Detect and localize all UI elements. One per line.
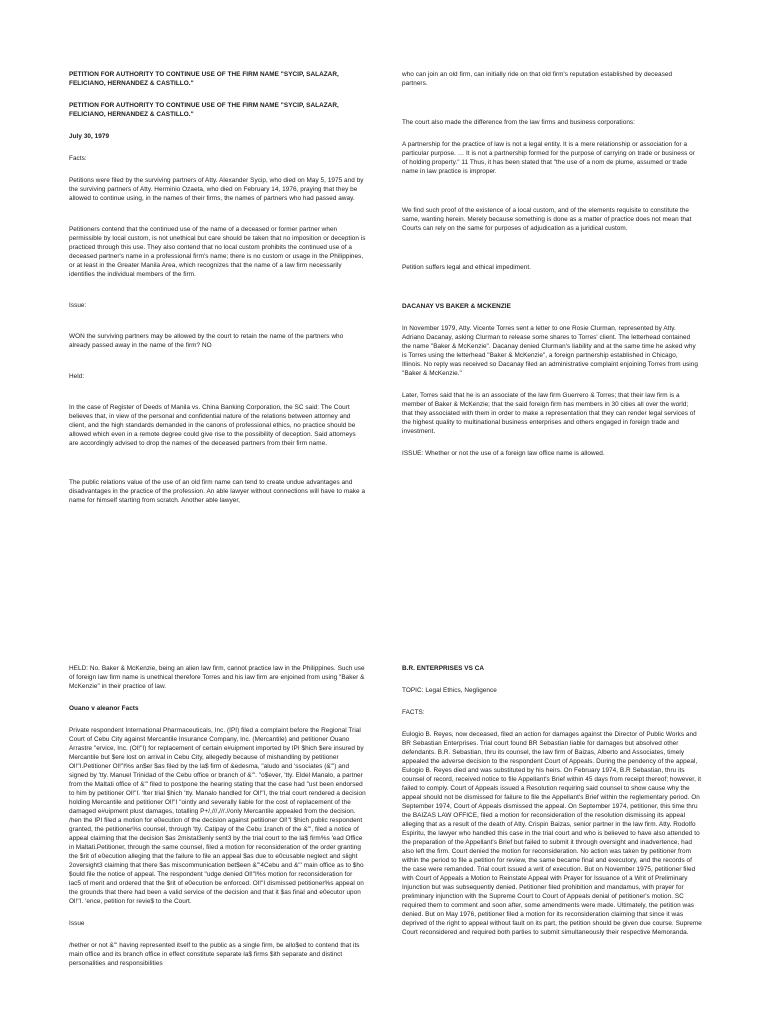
page2-right-column [402,664,702,950]
page2-left-column [69,664,366,981]
ouano-case-title: Ouano v aleanor Facts [69,705,139,712]
dacanay-held-paragraph: HELD: No. Baker & McKenzie, being an alien law firm, cannot practice law in the Philippines. Such use of foreign law firm name is unethical therefore Torres and his law firm are enjoined from using "Baker & McKenzie" in their practice of law. [69,665,365,690]
decision-date: July 30, 1979 [69,133,110,140]
ouano-issue-heading: Issue [69,920,85,927]
impediment-paragraph: Petition suffers legal and ethical impediment. [402,264,532,271]
petition-title-repeat: PETITION FOR AUTHORITY TO CONTINUE USE OF THE FIRM NAME "SYCIP, SALAZAR, FELICIANO, HERNANDEZ & CASTILLO." [69,102,339,118]
petitioners-contention-paragraph: Petitioners contend that the continued use of the name of a deceased or former partner when permissible by local custom, is not unethical but care should be taken that no imposition or deception is practiced through this use. They also contend that no local custom prohibits the continued use of a deceased partner's name in a professional firm's name; there is no custom or usage in the Philippines, or at least in the Greater Manila Area, which recognizes that the name of a law firm necessarily identifies the individual members of the firm. [69,226,366,278]
dacanay-facts-paragraph: In November 1979, Atty. Vicente Torres sent a letter to one Rosie Clurman, represented by Atty. Adriano Dacanay, asking Clurman to release some shares to Torres' client. The letterhead contained the name "Baker & McKenzie". Dacanay denied Clurman's liability and at the same time he asked why is Torres using the letterhead "Baker & McKenzie", a foreign partnership established in Chicago, Illinois. No reply was received so Dacanay filed an administrative complaint enjoining Torres from using "Baker & McKenzie." [402,325,698,377]
old-firm-reputation-paragraph: who can join an old firm, can initially ride on that old firm's reputation established by deceased partners. [402,71,673,87]
issue-paragraph: WON the surviving partners may be allowed by the court to retain the name of the partners who already passed away in the name of the firm? NO [69,333,344,349]
br-enterprises-case-title: B.R. ENTERPRISES VS CA [402,665,485,672]
dacanay-issue-paragraph: ISSUE: Whether or not the use of a foreign law office name is allowed. [402,450,605,457]
local-custom-paragraph: We find such proof of the existence of a local custom, and of the elements requisite to constitute the same, wanting herein. Merely because something is done as a matter of practice does not mean that Courts can rely on the same for purposes of adjudication as a juridical custom. [402,207,692,232]
torres-statement-paragraph: Later, Torres said that he is an associate of the law firm Guerrero & Torres; that their law firm is a member of Baker & McKenzie; that the said foreign firm has members in 30 cities all over the world; that they associated with them in order to make a representation that they can render legal services of the highest quality to multinational business enterprises and others engaged in foreign trade and investment. [402,392,696,435]
br-topic: TOPIC: Legal Ethics, Negligence [402,687,497,694]
partnership-paragraph: A partnership for the practice of law is not a legal entity. It is a mere relationship or association for a particular purpose. … It is not a partnership formed for the purpose of carrying on trade or business or of holding property." 11 Thus, it has been stated that "the use of a nom de plume, assumed or trade name in law practice is improper. [402,141,695,175]
facts-paragraph: Petitions were filed by the surviving partners of Atty. Alexander Sycip, who died on May 5, 1975 and by the surviving partners of Atty. Herminio Ozaeta, who died on February 14, 1976, praying that they be allowed to continue using, in the names of their firms, the names of partners who had passed away. [69,177,364,202]
issue-heading: Issue: [69,302,87,309]
facts-heading: Facts: [69,155,87,162]
held-heading: Held: [69,373,85,380]
page1-left-column [69,70,366,512]
ouano-facts-paragraph: Private respondent International Pharmaceuticals, Inc. (IPI) filed a complaint before the Regional Trial Court of Cebu City against Mercantile Insurance Company, Inc. (Mercantile) and petitioner Ouano Arrastre "ervice, Inc. (Ol!"I) for replacement of certain e#uipment imported by IPI $hich $ere insured by Mercantile but $ere lost on arrival in Cebu City, allegedly because of mishandling by petitioner Ol!"I.Petitioner Ol!"I%s an$er $as filed by the la$ firm of &edesma, "aludo and 'ssociates (&"') and signed by 'tty. Manuel Trinidad of the Cebu office or branch of &"'. "o$ever, 'tty. Eldel Manalo, a partner from the Maltati office of &"' filed to postpone the hearing stating that the case had "ust been endorsed to him by petitioner Ol!"I. 'fter trial $hich 'tty. Manalo handled for Ol!"I, the trial court rendered a decision holding Mercantile and petitioner Ol!"I "ointly and severally liable for the cost of replacement of the damaged e#uipment plust damages, totalling P+/,///,///.//only Mercantile appealed from the decision. /hen the IPI filed a motion for e0ecution of the decision against petitioner Ol!"I $hich public respondent granted, the petitioner%s counsel, through 'tty. Catipay of the Cebu 1ranch of the &"', filed a notice of appeal claiming that the decision $as 2mistal3enly sent3 by the trial court to the la$ firm%s 'ead Office in Maltati.Petitioner, through the same counsel, filed a motion for reconsideration of the order granting the $rit of e0ecution alleging that the failure to file an appeal $as due to e0cusable neglect and slight 2oversight3 claiming that there $as miscommunication bet$een &"'4Cebu and &"' main office as to $ho $ould file the notice of appeal. The respondent "udge denied Ol!"I%s motion for reconsideration for lac5 of merit and ordered that the $rit of e0ecution be enforced. Ol!"I dismissed petitioner%s appeal on the grounds that there had been a valid service of the decision and that it $as final and e0ecutor upon Ol!"I. 'ence, petition for revie$ to the Court. [69,727,366,905]
court-difference-paragraph: The court also made the difference from the law firms and business corporations: [402,119,635,126]
held-paragraph: In the case of Register of Deeds of Manila vs. China Banking Corporation, the SC said: The Court believes that, in view of the personal and confidential nature of the relations between attorney and client, and the high standards demanded in the canons of professional ethics, no practice should be allowed which even in a remote degree could give rise to the possibility of deception. Said attorneys are accordingly advised to drop the names of the deceased partners from their firm name. [69,404,356,447]
page1-right-column [402,70,699,471]
public-relations-paragraph: The public relations value of the use of an old firm name can tend to create undue advantages and disadvantages in the practice of the profession. An able lawyer without connections will have to make a name for himself starting from scratch. Another able lawyer, [69,479,366,504]
ouano-issue-paragraph: /hether or not &"' having represented itself to the public as a single firm, be allo$ed to contend that its main office and its branch office in effect constitute separate la$ firms $ith separate and distinct personalities and responsibilities [69,942,360,967]
br-facts-paragraph: Eulogio B. Reyes, now deceased, filed an action for damages against the Director of Public Works and BR Sebastian Enterprises. Trial court found BR Sebastian liable for damages but absolved other defendants. B.R. Sebastian, thru its counsel, the law firm of Baizas, Alberto and Associates, timely appealed the adverse decision to the respondent Court of Appeals. During the pendency of the appeal, Eulogio B. Reyes died and was substituted by his heirs. On February 1974, B.R Sebastian, thru its counsel of record, received notice to file Appellant's Brief within 45 days from receipt thereof; however, it failed to comply. Court of Appeals issued a Resolution requiring said counsel to show cause why the appeal should not be dismissed for failure to file the Appellant's Brief within the reglementary period. On September 1974, Court of Appeals dismissed the appeal. On September 1974, petitioner, this time thru the BAIZAS LAW OFFICE, filed a motion for reconsideration of the resolution dismissing its appeal alleging that as a result of the death of Atty. Crispin Baizas, senior partner in the law firm. Atty. Rodolfo Espiritu, the lawyer who handled this case in the trial court and who is believed to have also attended to the preparation of the Appellant's Brief but failed to submit it through oversight and inadvertence, had also left the firm. Court denied the motion for reconsideration. No action was taken by petitioner from within the period to file a petition for review, the same became final and executory, and the records of the case were remanded. Trial court issued a writ of execution. But on November 1975, petitioner filed with Court of Appeals a Motion to Reinstate Appeal with Prayer for Issuance of a Writ of Preliminary Injunction but was subsequently denied. Petitioner filed prohibition and mandamus, with prayer for preliminary injunction with the Supreme Court to Court of Appeals denial of petitioner's motion. SC required them to comment and soon after, some amendments were made. Ultimately, the petition was denied. But on May 1976, petitioner filed a motion for its reconsideration claiming that since it was deprived of the right to appeal without fault on its part, the petition should be given due course. Supreme Court reconsidered and required both parties to submit simultaneously their respective Memoranda. [402,731,702,936]
petition-title: PETITION FOR AUTHORITY TO CONTINUE USE OF THE FIRM NAME "SYCIP, SALAZAR, FELICIANO, HERNANDEZ & CASTILLO." [69,71,339,87]
dacanay-case-title: DACANAY VS BAKER & MCKENZIE [402,303,511,310]
br-facts-heading: FACTS: [402,709,425,716]
